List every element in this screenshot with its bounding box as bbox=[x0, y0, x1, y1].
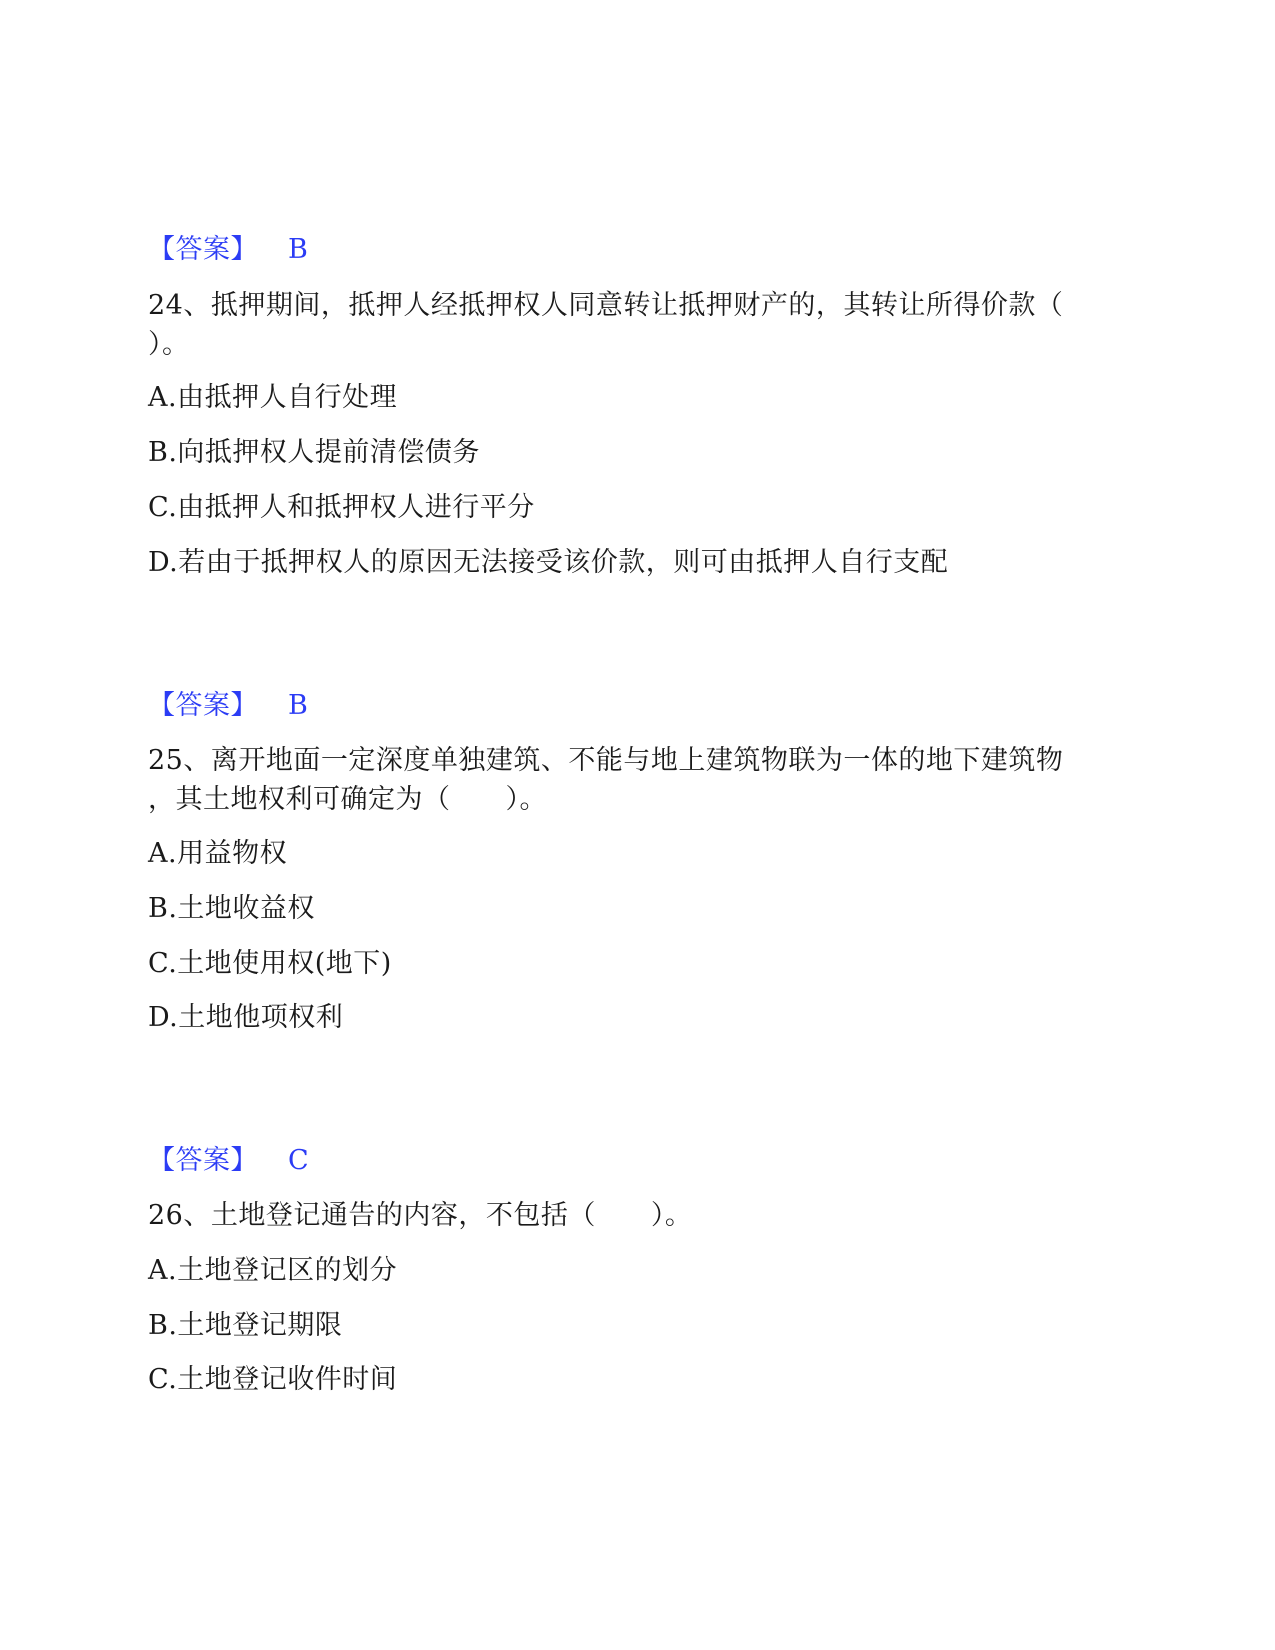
option-c: C.土地使用权(地下) bbox=[148, 948, 392, 979]
question-text-line: 26、土地登记通告的内容，不包括（ ）。 bbox=[148, 1200, 693, 1231]
answer-label: 【答案】 bbox=[148, 234, 258, 265]
option-b: B.土地收益权 bbox=[148, 893, 315, 924]
answer-label: 【答案】 bbox=[148, 1145, 258, 1176]
answer-line bbox=[148, 688, 308, 724]
answer-value: B bbox=[288, 690, 309, 721]
answer-line bbox=[148, 1143, 309, 1179]
answer-value: B bbox=[288, 234, 309, 265]
answer-label: 【答案】 bbox=[148, 690, 258, 721]
option-c: C.由抵押人和抵押权人进行平分 bbox=[148, 492, 535, 523]
question-text-line: ）。 bbox=[148, 329, 190, 360]
answer-line bbox=[148, 232, 308, 268]
question-text-line: 24、抵押期间，抵押人经抵押权人同意转让抵押财产的，其转让所得价款（ bbox=[148, 290, 1064, 321]
answer-value: C bbox=[288, 1145, 310, 1176]
option-b: B.向抵押权人提前清偿债务 bbox=[148, 437, 480, 468]
question-text-line: ，其土地权利可确定为（ ）。 bbox=[148, 784, 547, 815]
option-a: A.由抵押人自行处理 bbox=[148, 382, 398, 413]
option-d: D.若由于抵押权人的原因无法接受该价款，则可由抵押人自行支配 bbox=[148, 547, 949, 578]
option-a: A.用益物权 bbox=[148, 838, 288, 869]
option-d: D.土地他项权利 bbox=[148, 1002, 344, 1033]
option-a: A.土地登记区的划分 bbox=[148, 1255, 398, 1286]
option-b: B.土地登记期限 bbox=[148, 1310, 343, 1341]
option-c: C.土地登记收件时间 bbox=[148, 1364, 398, 1395]
question-text-line: 25、离开地面一定深度单独建筑、不能与地上建筑物联为一体的地下建筑物 bbox=[148, 745, 1064, 776]
